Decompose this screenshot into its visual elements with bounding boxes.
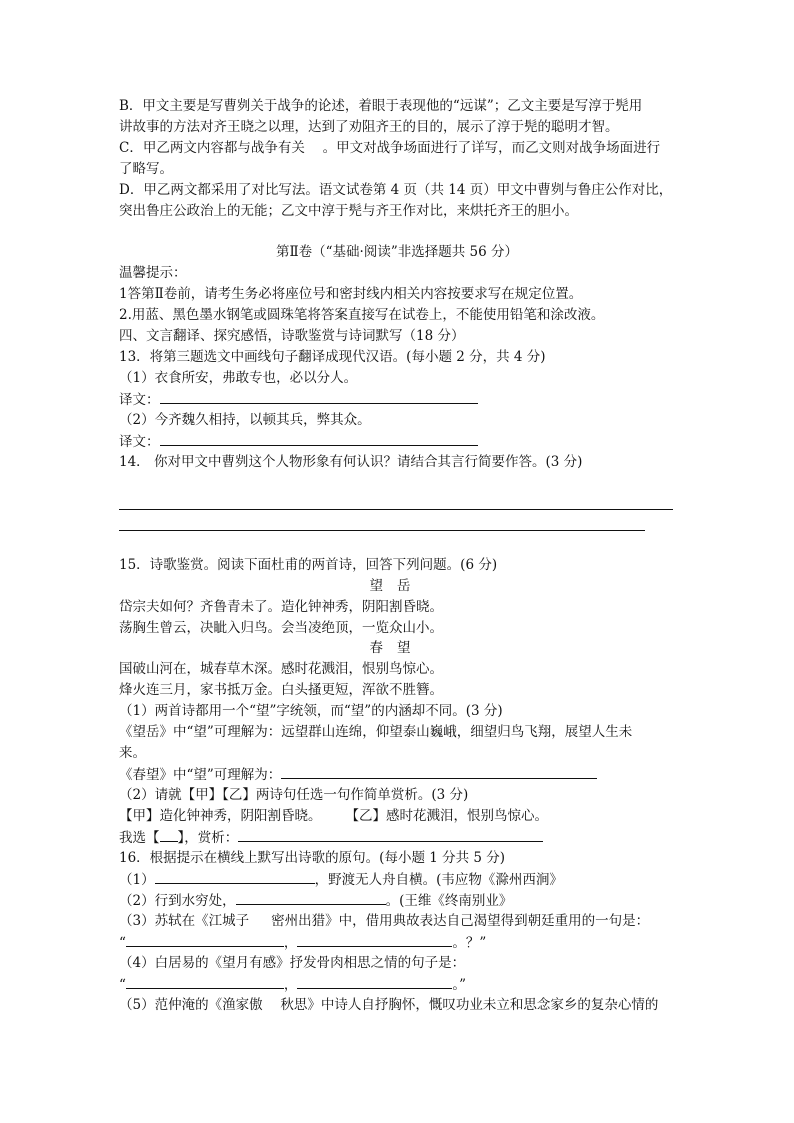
poem-1-line-1: 岱宗夫如何？齐鲁青未了。造化钟神秀，阴阳割昏晓。 (119, 599, 443, 615)
choice-label-open: 我选【 (119, 830, 160, 846)
q16-item-4-answer (119, 976, 466, 993)
q13-sentence-1: （1）衣食所安，弗敢专也，必以分人。 (119, 370, 358, 386)
q13-answer-2-blank[interactable] (160, 433, 478, 446)
q13-sentence-2: （2）今齐魏久相持，以顿其兵，弊其众。 (119, 412, 371, 428)
translation-label: 译文： (119, 434, 160, 450)
tip-1: 1答第Ⅱ卷前，请考生务必将座位号和密封线内相关内容按要求写在规定位置。 (119, 286, 583, 302)
q16-stem: 16．根据提示在横线上默写出诗歌的原句。(每小题 1 分共 5 分) (119, 850, 506, 866)
q15-verses (119, 808, 548, 824)
poem-1-title: 望岳 (369, 578, 425, 594)
option-b-line1: B．甲文主要是写曹刿关于战争的论述，着眼于表现他的“远谋”；乙文主要是写淳于髡用 (119, 98, 643, 114)
q16-item-2-blank[interactable] (236, 892, 386, 905)
poem-1-line-2: 荡胸生曾云，决眦入归鸟。会当凌绝顶，一览众山小。 (119, 620, 443, 636)
q13-answer-2 (119, 433, 478, 450)
choice-label-close: 】，赏析： (177, 830, 239, 846)
verse-yi: 【乙】感时花溅泪，恨别鸟惊心。 (345, 808, 548, 824)
q15-chunwang-answer (119, 766, 597, 783)
q16-item-4-blank-2[interactable] (297, 976, 452, 989)
quote-open: “ (119, 977, 126, 993)
quote-open: “ (119, 935, 126, 951)
q14-stem: 14． 你对甲文中曹刿这个人物形象有何认识？请结合其言行简要作答。(3 分) (119, 454, 583, 470)
comma: ， (283, 935, 298, 951)
section-4-heading: 四、文言翻译、探究感悟，诗歌鉴赏与诗词默写（18 分） (119, 328, 465, 344)
poem-2-line-2: 烽火连三月，家书抵万金。白头搔更短，浑欲不胜簪。 (119, 682, 443, 698)
q15-choice-line (119, 829, 543, 846)
q16-item-2-source: 。(王维《终南别业》 (385, 893, 513, 909)
quote-close: 。？” (452, 935, 487, 951)
tip-2: 2.用蓝、黑色墨水钢笔或圆珠笔将答案直接写在试卷上，不能使用铅笔和涂改液。 (119, 307, 605, 323)
q16-item-1-text: ，野渡无人舟自横。(韦应物《滁州西涧》 (314, 872, 563, 888)
q15-part-2: （2）请就【甲】【乙】两诗句任选一句作简单赏析。(3 分) (119, 787, 469, 803)
verse-jia: 【甲】造化钟神秀，阴阳割昏晓。 (119, 808, 322, 824)
option-d-line1: D．甲乙两文都采用了对比写法。语文试卷第 4 页（共 14 页）甲文中曹刿与鲁庄公作对比， (119, 182, 673, 198)
q16-item-3-blank-2[interactable] (297, 934, 452, 947)
option-b-line2: 讲故事的方法对齐王晓之以理，达到了劝阻齐王的目的，展示了淳于髡的聪明才智。 (119, 119, 619, 135)
q14-answer-line-1[interactable] (119, 509, 673, 510)
q16-item-1-number: （1） (119, 872, 155, 888)
option-c-line2: 了略写。 (119, 161, 173, 177)
choice-blank[interactable] (160, 829, 178, 842)
q16-item-4: （4）白居易的《望月有感》抒发骨肉相思之情的句子是： (119, 955, 466, 971)
q16-item-3-answer (119, 934, 486, 951)
comma: ， (283, 977, 298, 993)
translation-label: 译文： (119, 392, 160, 408)
q16-item-3-blank-1[interactable] (126, 934, 284, 947)
q16-item-2-text: （2）行到水穷处， (119, 893, 236, 909)
quote-close: 。” (452, 977, 467, 993)
q16-item-1 (119, 871, 563, 888)
q14-answer-line-2[interactable] (119, 530, 645, 531)
q13-answer-1 (119, 391, 478, 408)
q16-item-3: （3）苏轼在《江城子 密州出猎》中，借用典故表达自己渴望得到朝廷重用的一句是： (119, 913, 650, 929)
part2-title: 第Ⅱ卷（“基础·阅读”非选择题共 56 分） (275, 244, 519, 260)
q15-stem: 15．诗歌鉴赏。阅读下面杜甫的两首诗，回答下列问题。(6 分) (119, 557, 498, 573)
q15-chunwang-label: 《春望》中“望”可理解为： (119, 767, 282, 783)
option-d-line2: 突出鲁庄公政治上的无能；乙文中淳于髡与齐王作对比，来烘托齐王的胆小。 (119, 203, 578, 219)
q15-sample-answer-line-1: 《望岳》中“望”可理解为：远望群山连绵，仰望泰山巍峨，细望归鸟飞翔，展望人生未 (119, 724, 633, 740)
q15-part-1: （1）两首诗都用一个“望”字统领，而“望”的内涵却不同。(3 分) (119, 703, 503, 719)
q16-item-1-blank[interactable] (155, 871, 315, 884)
q16-item-4-blank-1[interactable] (126, 976, 284, 989)
option-c-line1: C．甲乙两文内容都与战争有关 。甲文对战争场面进行了详写，而乙文则对战争场面进行 (119, 140, 661, 156)
q16-item-5: （5）范仲淹的《渔家傲 秋思》中诗人自抒胸怀，慨叹功业未立和思念家乡的复杂心情的 (119, 997, 659, 1013)
appreciation-blank[interactable] (238, 829, 543, 842)
poem-2-title: 春望 (369, 640, 425, 656)
q16-item-2 (119, 892, 512, 909)
q15-chunwang-blank[interactable] (281, 766, 597, 779)
poem-2-line-1: 国破山河在，城春草木深。感时花溅泪，恨别鸟惊心。 (119, 661, 443, 677)
q15-sample-answer-line-2: 来。 (119, 745, 146, 761)
q13-stem: 13．将第三题选文中画线句子翻译成现代汉语。(每小题 2 分，共 4 分) (119, 349, 546, 365)
tip-heading: 温馨提示： (119, 265, 187, 281)
q13-answer-1-blank[interactable] (160, 391, 478, 404)
